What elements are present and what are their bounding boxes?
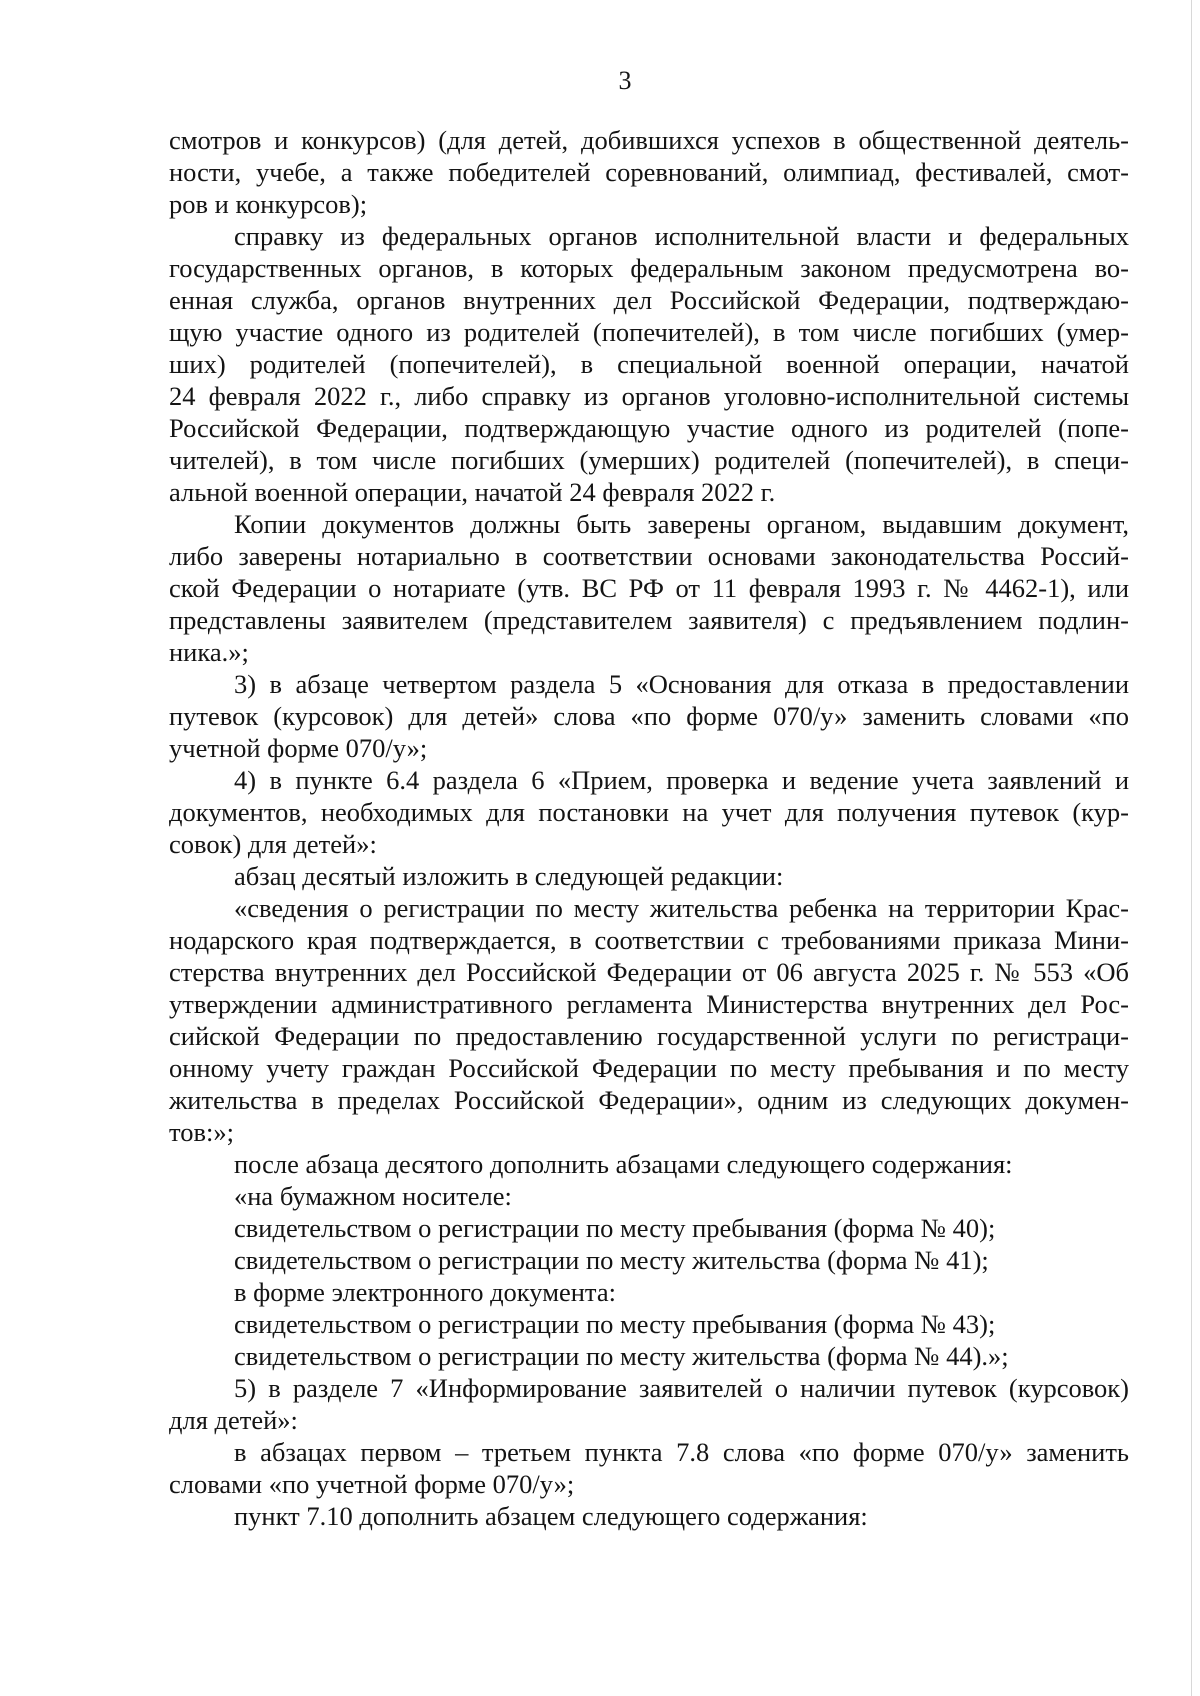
text-line: «на бумажном носителе:: [234, 1181, 512, 1211]
document-body: [169, 124, 1129, 1532]
text-line: справку из федеральных органов исполнительной власти и федеральных: [234, 221, 1129, 251]
text-line: государственных органов, в которых федеральным законом предусмотрена во-: [169, 253, 1129, 283]
text-line: жительства в пределах Российской Федерации», одним из следующих докумен-: [169, 1085, 1129, 1115]
text-line: чителей), в том числе погибших (умерших) родителей (попечителей), в специ-: [169, 445, 1129, 475]
text-line: для детей»:: [169, 1405, 298, 1435]
text-line: щую участие одного из родителей (попечителей), в том числе погибших (умер-: [169, 317, 1129, 347]
text-line: свидетельством о регистрации по месту пребывания (форма № 43);: [234, 1309, 996, 1339]
text-line: 5) в разделе 7 «Информирование заявителей о наличии путевок (курсовок): [234, 1373, 1129, 1403]
scan-edge-line: [1191, 0, 1192, 1696]
text-line: 3) в абзаце четвертом раздела 5 «Основания для отказа в предоставлении: [234, 669, 1129, 699]
text-line: абзац десятый изложить в следующей редакции:: [234, 861, 784, 891]
text-line: стерства внутренних дел Российской Федерации от 06 августа 2025 г. № 553 «Об: [169, 957, 1129, 987]
text-line: енная служба, органов внутренних дел Российской Федерации, подтверждаю-: [169, 285, 1129, 315]
text-line: смотров и конкурсов) (для детей, добившихся успехов в общественной деятель-: [169, 125, 1129, 155]
text-line: свидетельством о регистрации по месту жительства (форма № 44).»;: [234, 1341, 1009, 1371]
text-line: путевок (курсовок) для детей» слова «по форме 070/у» заменить словами «по: [169, 701, 1129, 731]
text-line: свидетельством о регистрации по месту пребывания (форма № 40);: [234, 1213, 996, 1243]
text-line: учетной форме 070/у»;: [169, 733, 428, 763]
text-line: «сведения о регистрации по месту жительства ребенка на территории Крас-: [234, 893, 1129, 923]
text-line: документов, необходимых для постановки на учет для получения путевок (кур-: [169, 797, 1129, 827]
text-line: в абзацах первом – третьем пункта 7.8 слова «по форме 070/у» заменить: [234, 1437, 1129, 1467]
text-line: в форме электронного документа:: [234, 1277, 616, 1307]
text-line: ров и конкурсов);: [169, 189, 368, 219]
text-line: ности, учебе, а также победителей соревнований, олимпиад, фестивалей, смот-: [169, 157, 1129, 187]
text-line: сийской Федерации по предоставлению государственной услуги по регистраци-: [169, 1021, 1129, 1051]
text-line: утверждении административного регламента Министерства внутренних дел Рос-: [169, 989, 1129, 1019]
text-line: после абзаца десятого дополнить абзацами следующего содержания:: [234, 1149, 1013, 1179]
text-line: 4) в пункте 6.4 раздела 6 «Прием, проверка и ведение учета заявлений и: [234, 765, 1129, 795]
text-line: представлены заявителем (представителем заявителя) с предъявлением подлин-: [169, 605, 1129, 635]
text-line: совок) для детей»:: [169, 829, 377, 859]
text-line: альной военной операции, начатой 24 февраля 2022 г.: [169, 477, 776, 507]
text-line: словами «по учетной форме 070/у»;: [169, 1469, 575, 1499]
text-line: пункт 7.10 дополнить абзацем следующего содержания:: [234, 1501, 868, 1531]
text-line: либо заверены нотариально в соответствии основами законодательства Россий-: [169, 541, 1129, 571]
text-line: свидетельством о регистрации по месту жительства (форма № 41);: [234, 1245, 989, 1275]
text-line: Российской Федерации, подтверждающую участие одного из родителей (попе-: [169, 413, 1129, 443]
text-line: ника.»;: [169, 637, 249, 667]
page-number: 3: [618, 66, 632, 95]
text-line: нодарского края подтверждается, в соответствии с требованиями приказа Мини-: [169, 925, 1129, 955]
text-line: ской Федерации о нотариате (утв. ВС РФ от 11 февраля 1993 г. № 4462-1), или: [169, 573, 1129, 603]
text-line: ших) родителей (попечителей), в специальной военной операции, начатой: [169, 349, 1129, 379]
text-line: 24 февраля 2022 г., либо справку из органов уголовно-исполнительной системы: [169, 381, 1129, 411]
text-line: онному учету граждан Российской Федерации по месту пребывания и по месту: [169, 1053, 1129, 1083]
text-line: Копии документов должны быть заверены органом, выдавшим документ,: [234, 509, 1129, 539]
text-line: тов:»;: [169, 1117, 234, 1147]
